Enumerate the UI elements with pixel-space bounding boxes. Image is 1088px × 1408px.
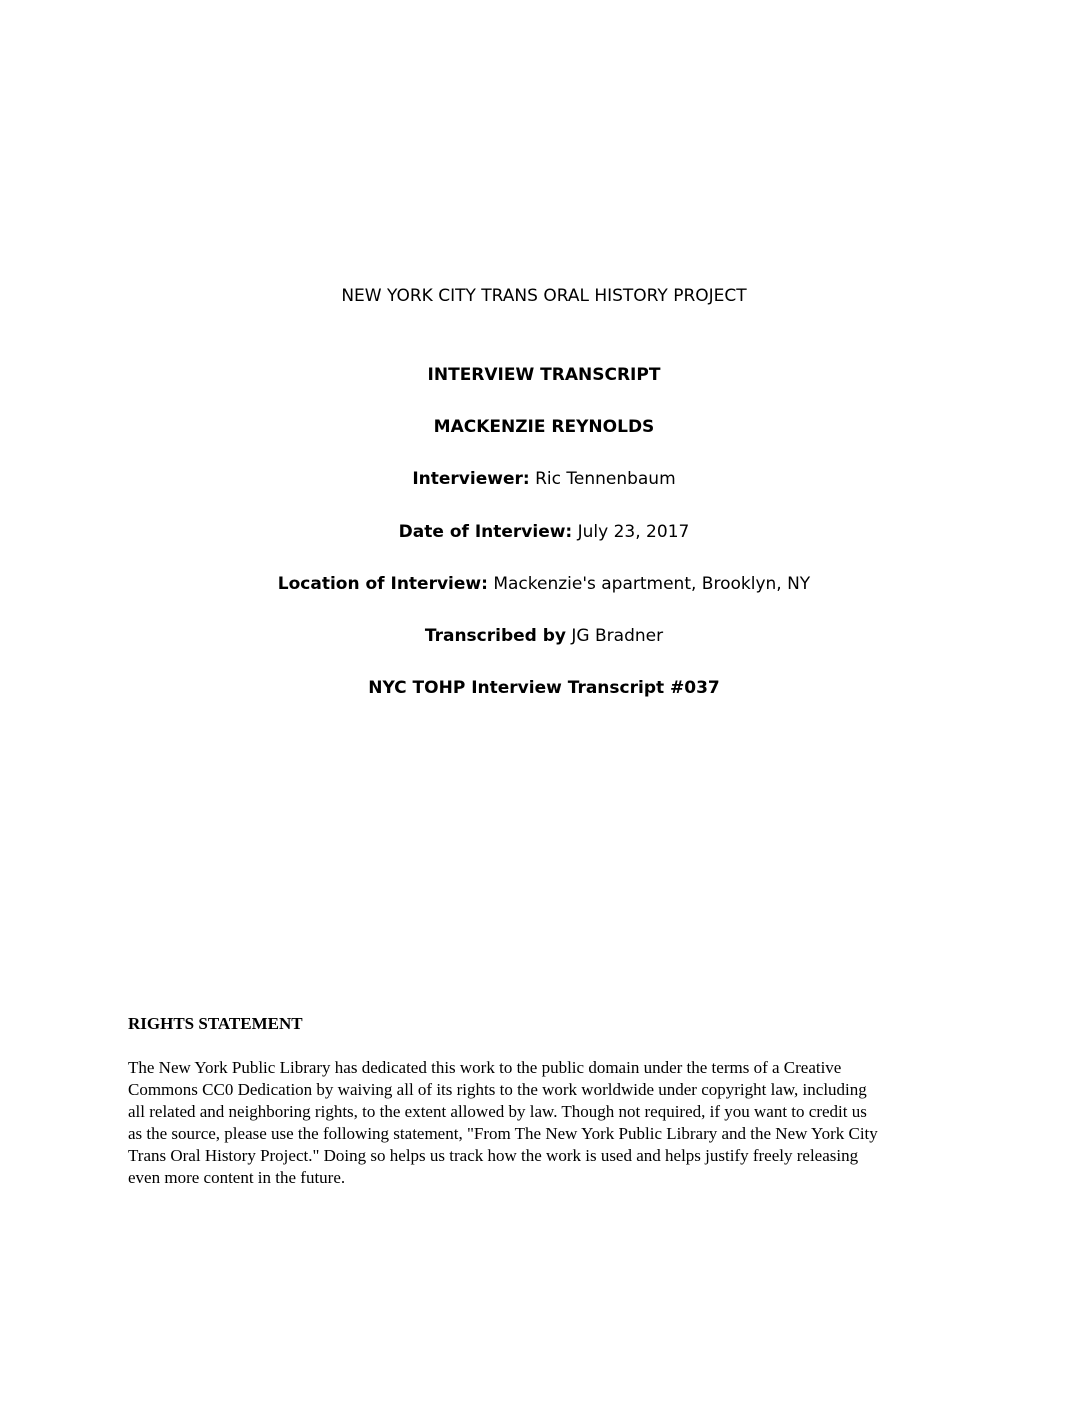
transcriber-line	[0, 625, 1088, 647]
rights-line: The New York Public Library has dedicated this work to the public domain under the terms of a Creative	[128, 1058, 842, 1077]
date-value: July 23, 2017	[577, 522, 690, 542]
location-line	[0, 573, 1088, 595]
location-label: Location of Interview:	[277, 574, 488, 594]
interviewer-label: Interviewer:	[412, 469, 530, 489]
date-line	[0, 521, 1088, 543]
rights-line: Commons CC0 Dedication by waiving all of its rights to the work worldwide under copyright law, including	[128, 1080, 867, 1099]
document-type: INTERVIEW TRANSCRIPT	[427, 365, 661, 385]
date-label: Date of Interview:	[398, 522, 573, 542]
rights-heading: RIGHTS STATEMENT	[128, 1014, 303, 1033]
rights-line: even more content in the future.	[128, 1168, 346, 1187]
rights-line: Trans Oral History Project." Doing so helps us track how the work is used and helps justify freely releasing	[128, 1146, 859, 1165]
rights-line: all related and neighboring rights, to the extent allowed by law. Though not required, if you want to credit us	[128, 1102, 867, 1121]
rights-line: as the source, please use the following statement, "From The New York Public Library and the New York City	[128, 1124, 878, 1143]
rights-statement	[128, 1057, 968, 1189]
interviewer-line	[0, 468, 1088, 490]
project-title: NEW YORK CITY TRANS ORAL HISTORY PROJECT	[341, 286, 747, 306]
location-value: Mackenzie's apartment, Brooklyn, NY	[493, 574, 811, 594]
transcript-number: NYC TOHP Interview Transcript #037	[368, 678, 720, 698]
transcriber-value: JG Bradner	[571, 626, 664, 646]
narrator-name: MACKENZIE REYNOLDS	[433, 417, 655, 437]
interviewer-value: Ric Tennenbaum	[535, 469, 676, 489]
transcriber-label: Transcribed by	[424, 626, 567, 646]
